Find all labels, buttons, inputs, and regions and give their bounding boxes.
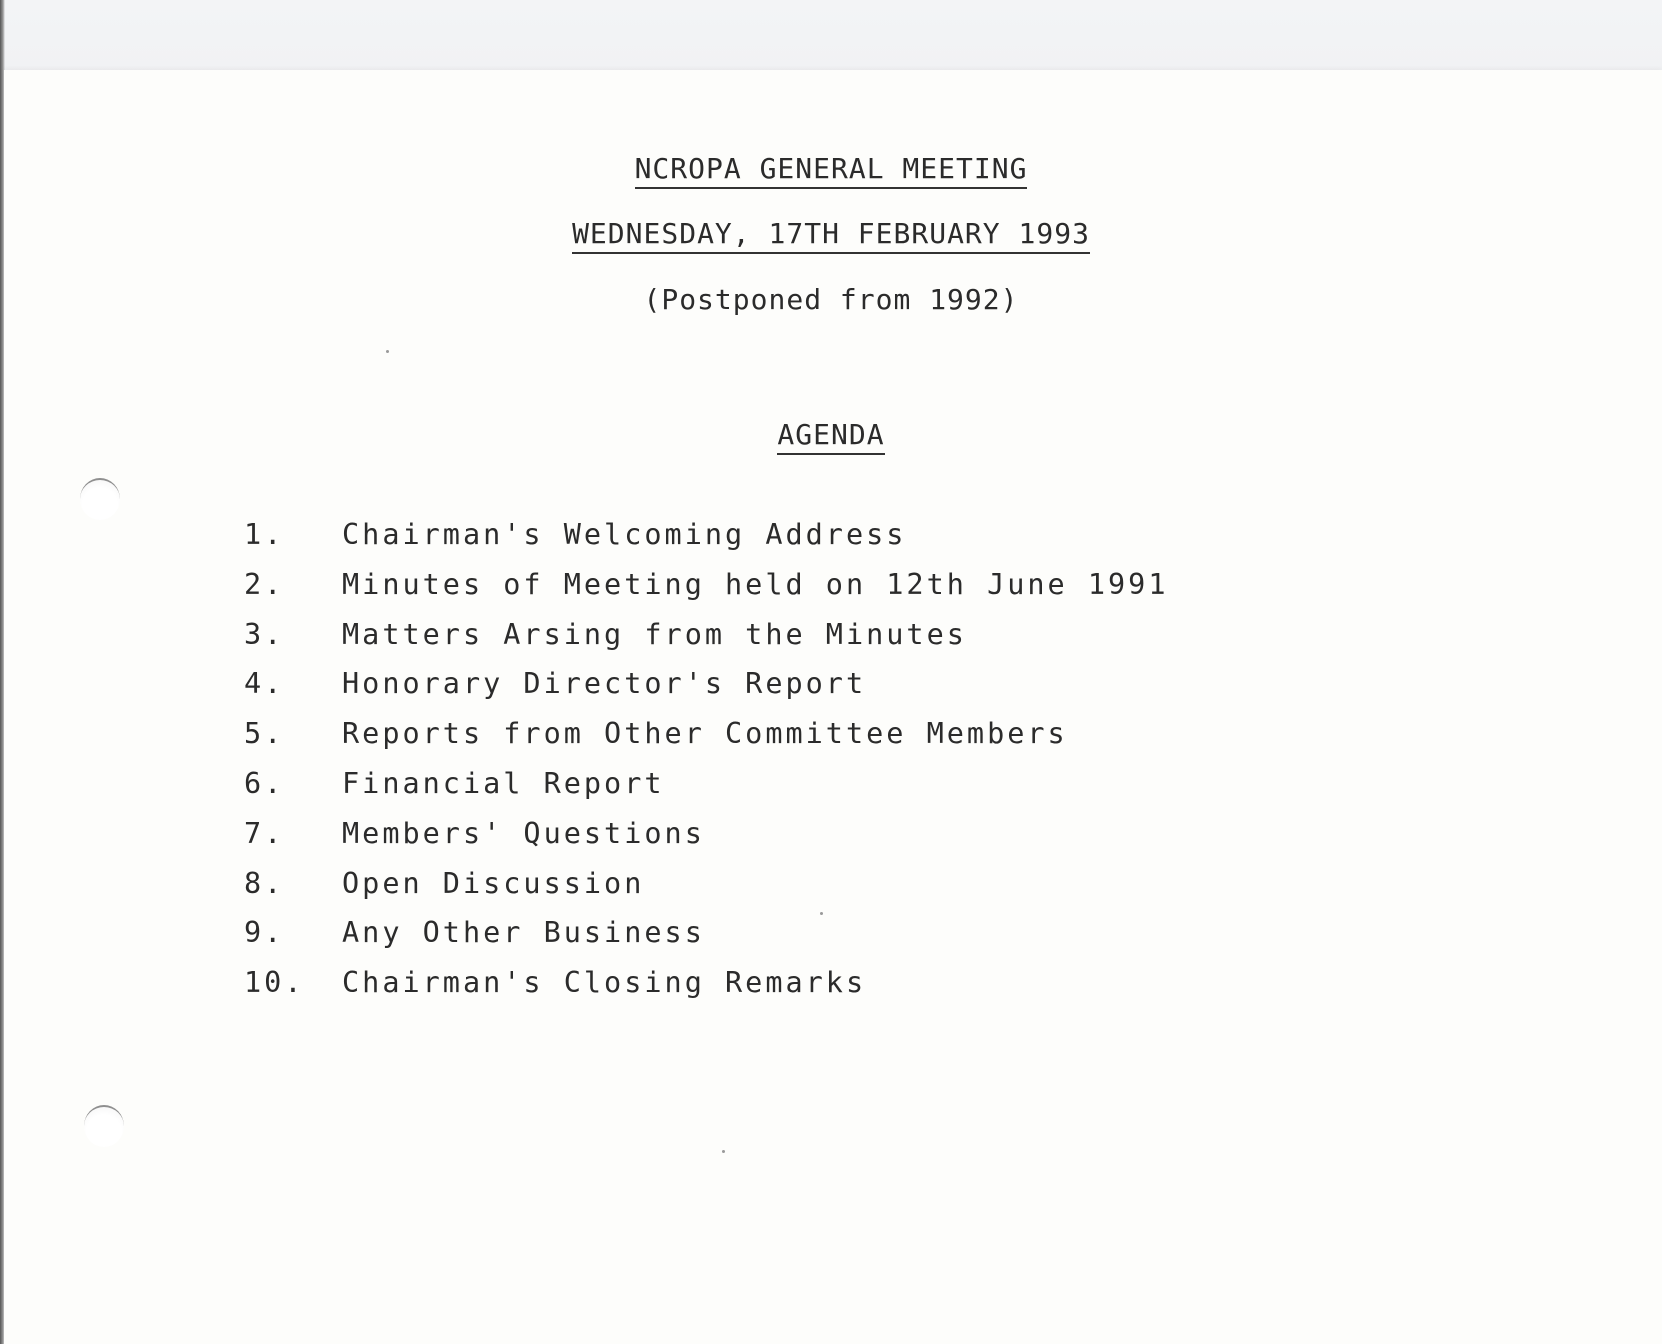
meeting-title-text: NCROPA GENERAL MEETING <box>635 152 1028 189</box>
agenda-item <box>244 767 1169 817</box>
agenda-item-text: Any Other Business <box>342 916 705 950</box>
agenda-list <box>244 518 1169 1016</box>
agenda-item <box>244 916 1169 966</box>
agenda-item <box>244 966 1169 1016</box>
agenda-item-text: Matters Arsing from the Minutes <box>342 617 967 651</box>
agenda-item-number: 9. <box>244 916 285 950</box>
agenda-item-number: 5. <box>244 717 285 751</box>
meeting-date <box>0 217 1662 254</box>
agenda-item-number: 8. <box>244 866 285 900</box>
postponement-note-text: (Postponed from 1992) <box>643 283 1019 316</box>
agenda-item <box>244 667 1169 717</box>
agenda-item-text: Chairman's Welcoming Address <box>342 518 907 551</box>
agenda-item <box>244 867 1169 917</box>
agenda-item-number: 7. <box>244 816 285 850</box>
scanner-background <box>0 0 1662 72</box>
agenda-item-text: Open Discussion <box>342 866 645 900</box>
agenda-item <box>244 518 1169 568</box>
agenda-item-number: 1. <box>244 518 285 551</box>
agenda-item-text: Chairman's Closing Remarks <box>342 966 867 1000</box>
agenda-item-number: 3. <box>244 617 285 651</box>
punch-hole <box>84 1105 124 1147</box>
agenda-item-text: Financial Report <box>342 766 665 800</box>
agenda-item-text: Minutes of Meeting held on 12th June 1991 <box>342 567 1169 601</box>
agenda-item <box>244 618 1169 668</box>
agenda-item-number: 4. <box>244 667 285 701</box>
agenda-item <box>244 717 1169 767</box>
agenda-item-number: 6. <box>244 766 285 800</box>
agenda-heading <box>0 418 1662 455</box>
paper-speck <box>722 1150 725 1153</box>
agenda-heading-text: AGENDA <box>777 418 884 455</box>
agenda-item <box>244 568 1169 618</box>
agenda-item-text: Reports from Other Committee Members <box>342 717 1068 751</box>
agenda-item <box>244 817 1169 867</box>
agenda-item-text: Honorary Director's Report <box>342 667 867 701</box>
agenda-item-number: 2. <box>244 567 285 601</box>
punch-hole <box>80 478 120 520</box>
agenda-item-number: 10. <box>244 966 305 1000</box>
agenda-item-text: Members' Questions <box>342 816 705 850</box>
paper-speck <box>386 350 389 353</box>
postponement-note <box>0 283 1662 316</box>
meeting-title <box>0 152 1662 189</box>
meeting-date-text: WEDNESDAY, 17TH FEBRUARY 1993 <box>572 217 1090 254</box>
